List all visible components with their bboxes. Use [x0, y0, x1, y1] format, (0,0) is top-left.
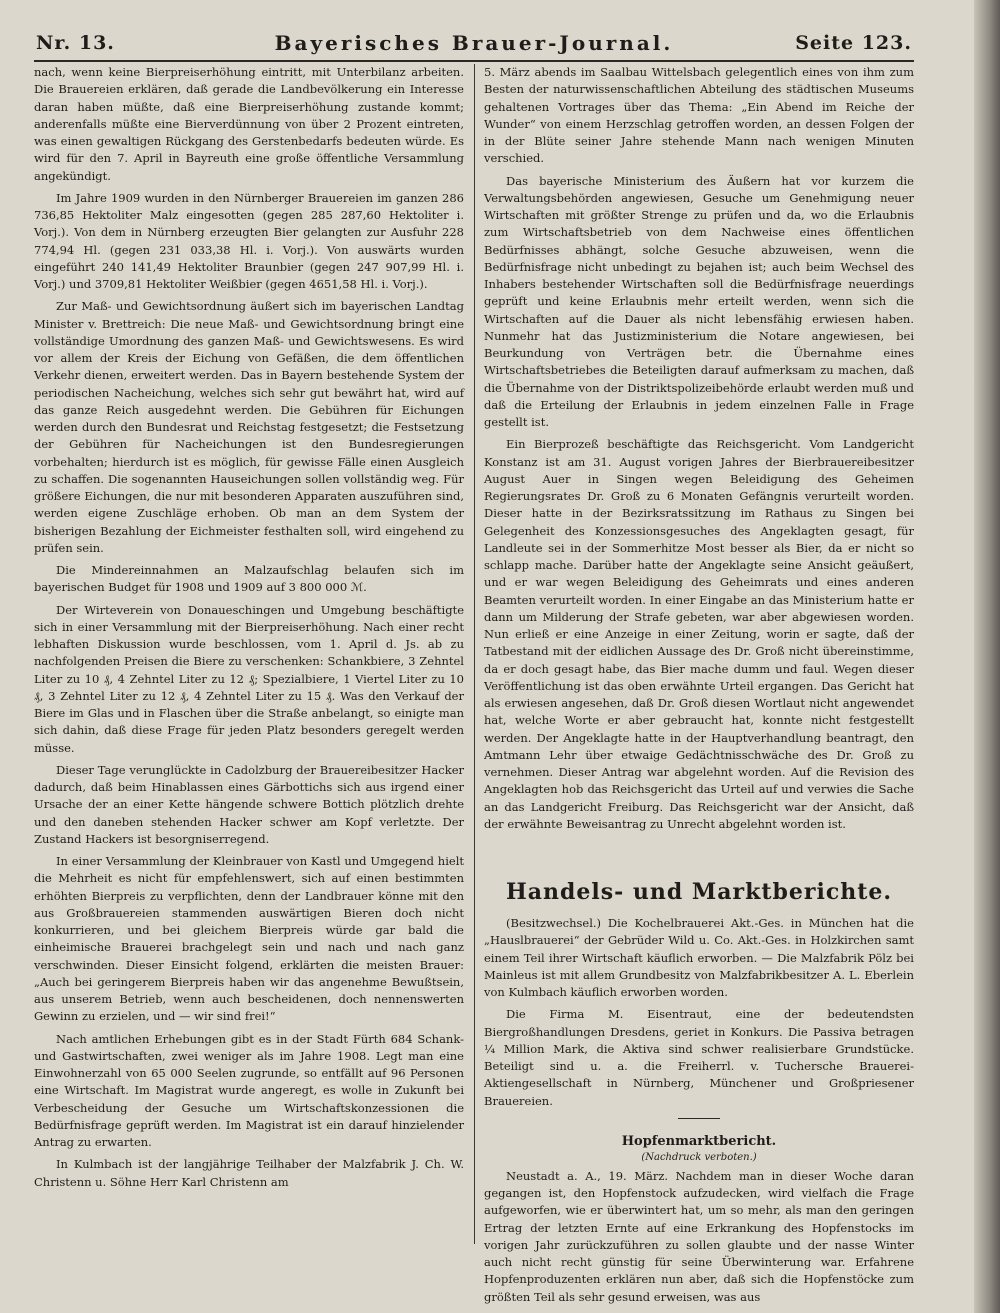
subsection-title: Hopfenmarktbericht. — [621, 1133, 777, 1149]
issue-number: Nr. 13. — [36, 32, 115, 54]
header-rule — [34, 60, 914, 62]
journal-title: Bayerisches Brauer-Journal. — [274, 31, 674, 55]
paragraph-kleinbrauer-kastl: In einer Versammlung der Kleinbrauer von Kastl und Umgegend hielt die Mehrheit es nicht für empfehlenswert, sich auf einen bestimmten erhöhten Bierpreis zu verpflichten, denn der Landbrauer könne mit den aus Großbrauereien stammenden auswärtigen Bieren doch nicht konkurrieren, und bei gleichem Bierpreis würde gar bald die einheimische Brauerei brachgelegt sein und nach und nach ganz verschwinden. Dieser Einsicht folgend, erklärten die meisten Brauer: „Auch bei geringerem Bierpreis haben wir das angenehme Bewußtsein, aus unserem Betrieb, wenn auch bescheidenen, doch nennenswerten Gewinn zu erzielen, und — wir sind frei!“ — [34, 854, 464, 1024]
column-divider — [474, 64, 475, 1244]
paragraph-ministerium: Das bayerische Ministerium des Äußern hat vor kurzem die Verwaltungsbehörden angewiesen, Gesuche um Genehmigung neuer Wirtschaften mit größter Strenge zu prüfen und da, wo die Erlaubnis zum Wirtschaftsbetrieb von dem Nachweise eines öffentlichen Bedürfnisses abhängt, solche Gesuche abzuweisen, wenn die Bedürfnisfrage nicht unbedingt zu bejahen ist; auch beim Wechsel des Inhabers bestehender Wirtschaften soll die Bedürfnisfrage neuerdings geprüft und keine Erlaubnis mehr erteilt werden, wenn sich die Wirtschaften auf die Dauer als nicht lebensfähig erwiesen haben. Nunmehr hat das Justizministerium die Notare angewiesen, bei Beurkundung von Verträgen betr. die Übernahme eines Wirtschaftsbetriebes die Beteiligten darauf aufmerksam zu machen, daß die Übernahme von der Distriktspolizeibehörde erlaubt werden muß und daß die Erteilung der Erlaubnis in jedem einzelnen Falle in Frage gestellt ist. — [484, 173, 914, 429]
section-title: Handels- und Marktberichte. — [505, 879, 893, 905]
paragraph-malzaufschlag: Die Mindereinnahmen an Malzaufschlag belaufen sich im bayerischen Budget für 1908 und 1909 auf 3 800 000 ℳ. — [34, 563, 464, 595]
paragraph-bierpreiserhoehung: nach, wenn keine Bierpreiserhöhung eintritt, mit Unterbilanz arbeiten. Die Brauereien erklären, daß gerade die Landbevölkerung ein Interesse daran haben müßte, daß eine Bierpreiserhöhung zustande kommt; anderenfalls müßte eine Bierverdünnung von über 2 Prozent eintreten, was einen gewaltigen Rückgang des Gerstenbedarfs bedeuten würde. Es wird für den 7. April in Bayreuth eine große öffentliche Versammlung angekündigt. — [34, 65, 464, 183]
paragraph-besitzwechsel: (Besitzwechsel.) Die Kochelbrauerei Akt.-Ges. in München hat die „Hauslbrauerei“ der Gebrüder Wild u. Co. Akt.-Ges. in Holzkirchen samt einem Teil ihrer Wirtschaft käuflich erworben. — Die Malzfabrik Pölz bei Mainleus ist mit allem Grundbesitz von Malzfabrikbesitzer A. L. Eberlein von Kulmbach käuflich erworben worden. — [484, 916, 914, 999]
page-edge-shadow — [974, 0, 1000, 1313]
paragraph-cadolzburg-unfall: Dieser Tage verunglückte in Cadolzburg der Brauereibesitzer Hacker dadurch, daß beim Hinablassen eines Gärbottichs sich aus irgend einer Ursache der an einer Kette hängende schwere Bottich plötzlich drehte und den daneben stehenden Hacker schwer am Kopf verletzte. Der Zustand Hackers ist besorgniserregend. — [34, 762, 464, 846]
paragraph-nuernberg-malz: Im Jahre 1909 wurden in den Nürnberger Brauereien im ganzen 286 736,85 Hektoliter Malz eingesotten (gegen 285 287,60 Hektoliter i. Vorj.). Von dem in Nürnberg erzeugten Bier gelangten zur Ausfuhr 228 774,94 Hl. (gegen 231 033,38 Hl. i. Vorj.). Von auswärts wurden eingeführt 240 141,49 Hektoliter Braunbier (gegen 247 907,99 Hl. i. Vorj.) und 3709,81 Hektoliter Weißbier (gegen 4651,58 Hl. i. Vorj.). — [34, 190, 464, 291]
subsection-note: (Nachdruck verboten.) — [641, 1151, 757, 1163]
paragraph-continuation: 5. März abends im Saalbau Wittelsbach gelegentlich eines von ihm zum Besten der naturwissenschaftlichen Abteilung des städtischen Museums gehaltenen Vortrages über das Thema: „Ein Abend im Reiche der Wunder“ von einem Herzschlag getroffen worden, an dessen Folgen der in der Blüte seiner Jahre stehende Mann nach wenigen Minuten verschied. — [484, 65, 914, 166]
paragraph-eisentraut: Die Firma M. Eisentraut, eine der bedeutendsten Biergroßhandlungen Dresdens, geriet in Konkurs. Die Passiva betragen ¼ Million Mark, die Aktiva sind schwer realisierbare Grundstücke. Beteiligt sind u. a. die Freiherrl. v. Tuchersche Brauerei-Aktiengesellschaft in Nürnberg, Münchener und Großpriesener Brauereien. — [484, 1007, 914, 1108]
paragraph-bierprozess: Ein Bierprozeß beschäftigte das Reichsgericht. Vom Landgericht Konstanz ist am 31. August vorigen Jahres der Bierbrauereibesitzer August Auer in Singen wegen Beleidigung des Geheimen Regierungsrates Dr. Groß zu 6 Monaten Gefängnis verurteilt worden. Dieser hatte in der Bezirksratssitzung im Rathaus zu Singen bei Gelegenheit des Konzessionsgesuches des Angeklagten gesagt, für Landleute sei in der Sommerhitze Most besser als Bier, da er nicht so schlapp mache. Darüber hatte der Angeklagte seine Ansicht geäußert, und er war wegen Beleidigung des Geheimrats und eines anderen Beamten verurteilt worden. In einer Eingabe an das Ministerium hatte er dann um Milderung der Strafe gebeten, war aber abgewiesen worden. Nun erließ er eine Anzeige in einer Zeitung, worin er sagte, daß der Tatbestand mit der eidlichen Aussage des Dr. Groß nicht übereinstimme, da er doch gesagt habe, das Bier mache dumm und faul. Wegen dieser Veröffentlichung ist das oben erwähnte Urteil ergangen. Das Gericht hat als erwiesen angesehen, daß Dr. Groß diesen Wortlaut nicht angewendet hat, welche Worte er aber gebraucht hat, konnte nicht festgestellt werden. Der Angeklagte hatte in der Hauptverhandlung beantragt, den Amtmann Lehr über etwaige Gedächtnisschwäche des Dr. Groß zu vernehmen. Dieser Antrag war abgelehnt worden. Auf die Revision des Angeklagten hob das Reichsgericht das Urteil auf und verwies die Sache an das Landgericht Freiburg. Das Reichsgericht war der Ansicht, daß der erwähnte Beweisantrag zu Unrecht abgelehnt worden ist. — [484, 437, 914, 831]
paragraph-hopfenmarkt: Neustadt a. A., 19. März. Nachdem man in dieser Woche daran gegangen ist, den Hopfenstock aufzudecken, wird vielfach die Frage aufgeworfen, wie er überwintert hat, um so mehr, als man den geringen Ertrag der letzten Ernte auf eine Erkrankung des Hopfenstocks im vorigen Jahr zurückzuführen zu sollen glaubte und der nasse Winter auch nicht recht günstig für seine Überwinterung war. Erfahrene Hopfenproduzenten erklären nun aber, daß sich die Hopfenstöcke zum größten Teil als sehr gesund erweisen, was aus — [484, 1168, 914, 1304]
paragraph-kulmbach: In Kulmbach ist der langjährige Teilhaber der Malzfabrik J. Ch. W. Christenn u. Söhne Herr Karl Christenn am — [34, 1157, 464, 1189]
left-column — [34, 64, 464, 1196]
paragraph-mass-gewichtsordnung: Zur Maß- und Gewichtsordnung äußert sich im bayerischen Landtag Minister v. Brettreich: Die neue Maß- und Gewichtsordnung bringt eine vollständige Umordnung des ganzen Maß- und Gewichtswesens. Es wird vor allem der Kreis der Eichung von Gefäßen, die dem öffentlichen Verkehr dienen, erweitert werden. Das in Bayern bestehende System der periodischen Nacheichung, welches sich sehr gut bewährt hat, wird auf das ganze Reich ausgedehnt werden. Die Gebühren für Eichungen werden durch den Bundesrat und Reichstag festgesetzt; die Festsetzung der Gebühren für Nacheichungen ist den Bundesregierungen vorbehalten; hierdurch ist es möglich, für gewisse Fälle einen Ausgleich zu schaffen. Die sogenannten Hauseichungen sollen vollständig weg. Für größere Eichungen, die nur mit besonderen Apparaten auszuführen sind, werden eigene Zuschläge erhoben. Ob man an dem System der bisherigen Bezahlung der Eichmeister festhalten soll, wird eingehend zu prüfen sein. — [34, 299, 464, 555]
right-column — [484, 64, 914, 1311]
paragraph-fuerth-wirtschaften: Nach amtlichen Erhebungen gibt es in der Stadt Fürth 684 Schank- und Gastwirtschaften, zwei weniger als im Jahre 1908. Legt man eine Einwohnerzahl von 65 000 Seelen zugrunde, so entfällt auf 96 Personen eine Wirtschaft. Im Magistrat wurde angeregt, es wolle in Zukunft bei Verbescheidung der Gesuche um Wirtschaftskonzessionen die Bedürfnisfrage geprüft werden. Im Magistrat ist ein darauf hinzielender Antrag zu erwarten. — [34, 1031, 464, 1149]
section-separator — [678, 1118, 720, 1119]
paragraph-wirteverein-donaueschingen: Der Wirteverein von Donaueschingen und Umgebung beschäftigte sich in einer Versammlung mit der Bierpreiserhöhung. Nach einer recht lebhaften Diskussion wurde beschlossen, vom 1. April d. Js. ab zu nachfolgenden Preisen die Biere zu verschenken: Schankbiere, 3 Zehntel Liter zu 10 ₰, 4 Zehntel Liter zu 12 ₰; Spezialbiere, 1 Viertel Liter zu 10 ₰, 3 Zehntel Liter zu 12 ₰, 4 Zehntel Liter zu 15 ₰. Was den Verkauf der Biere im Glas und in Flaschen über die Straße anbelangt, so einigte man sich dahin, daß diese Frage für jeden Platz besonders geregelt werden müsse. — [34, 602, 464, 755]
page-number: Seite 123. — [795, 32, 912, 54]
page-header — [36, 30, 912, 58]
